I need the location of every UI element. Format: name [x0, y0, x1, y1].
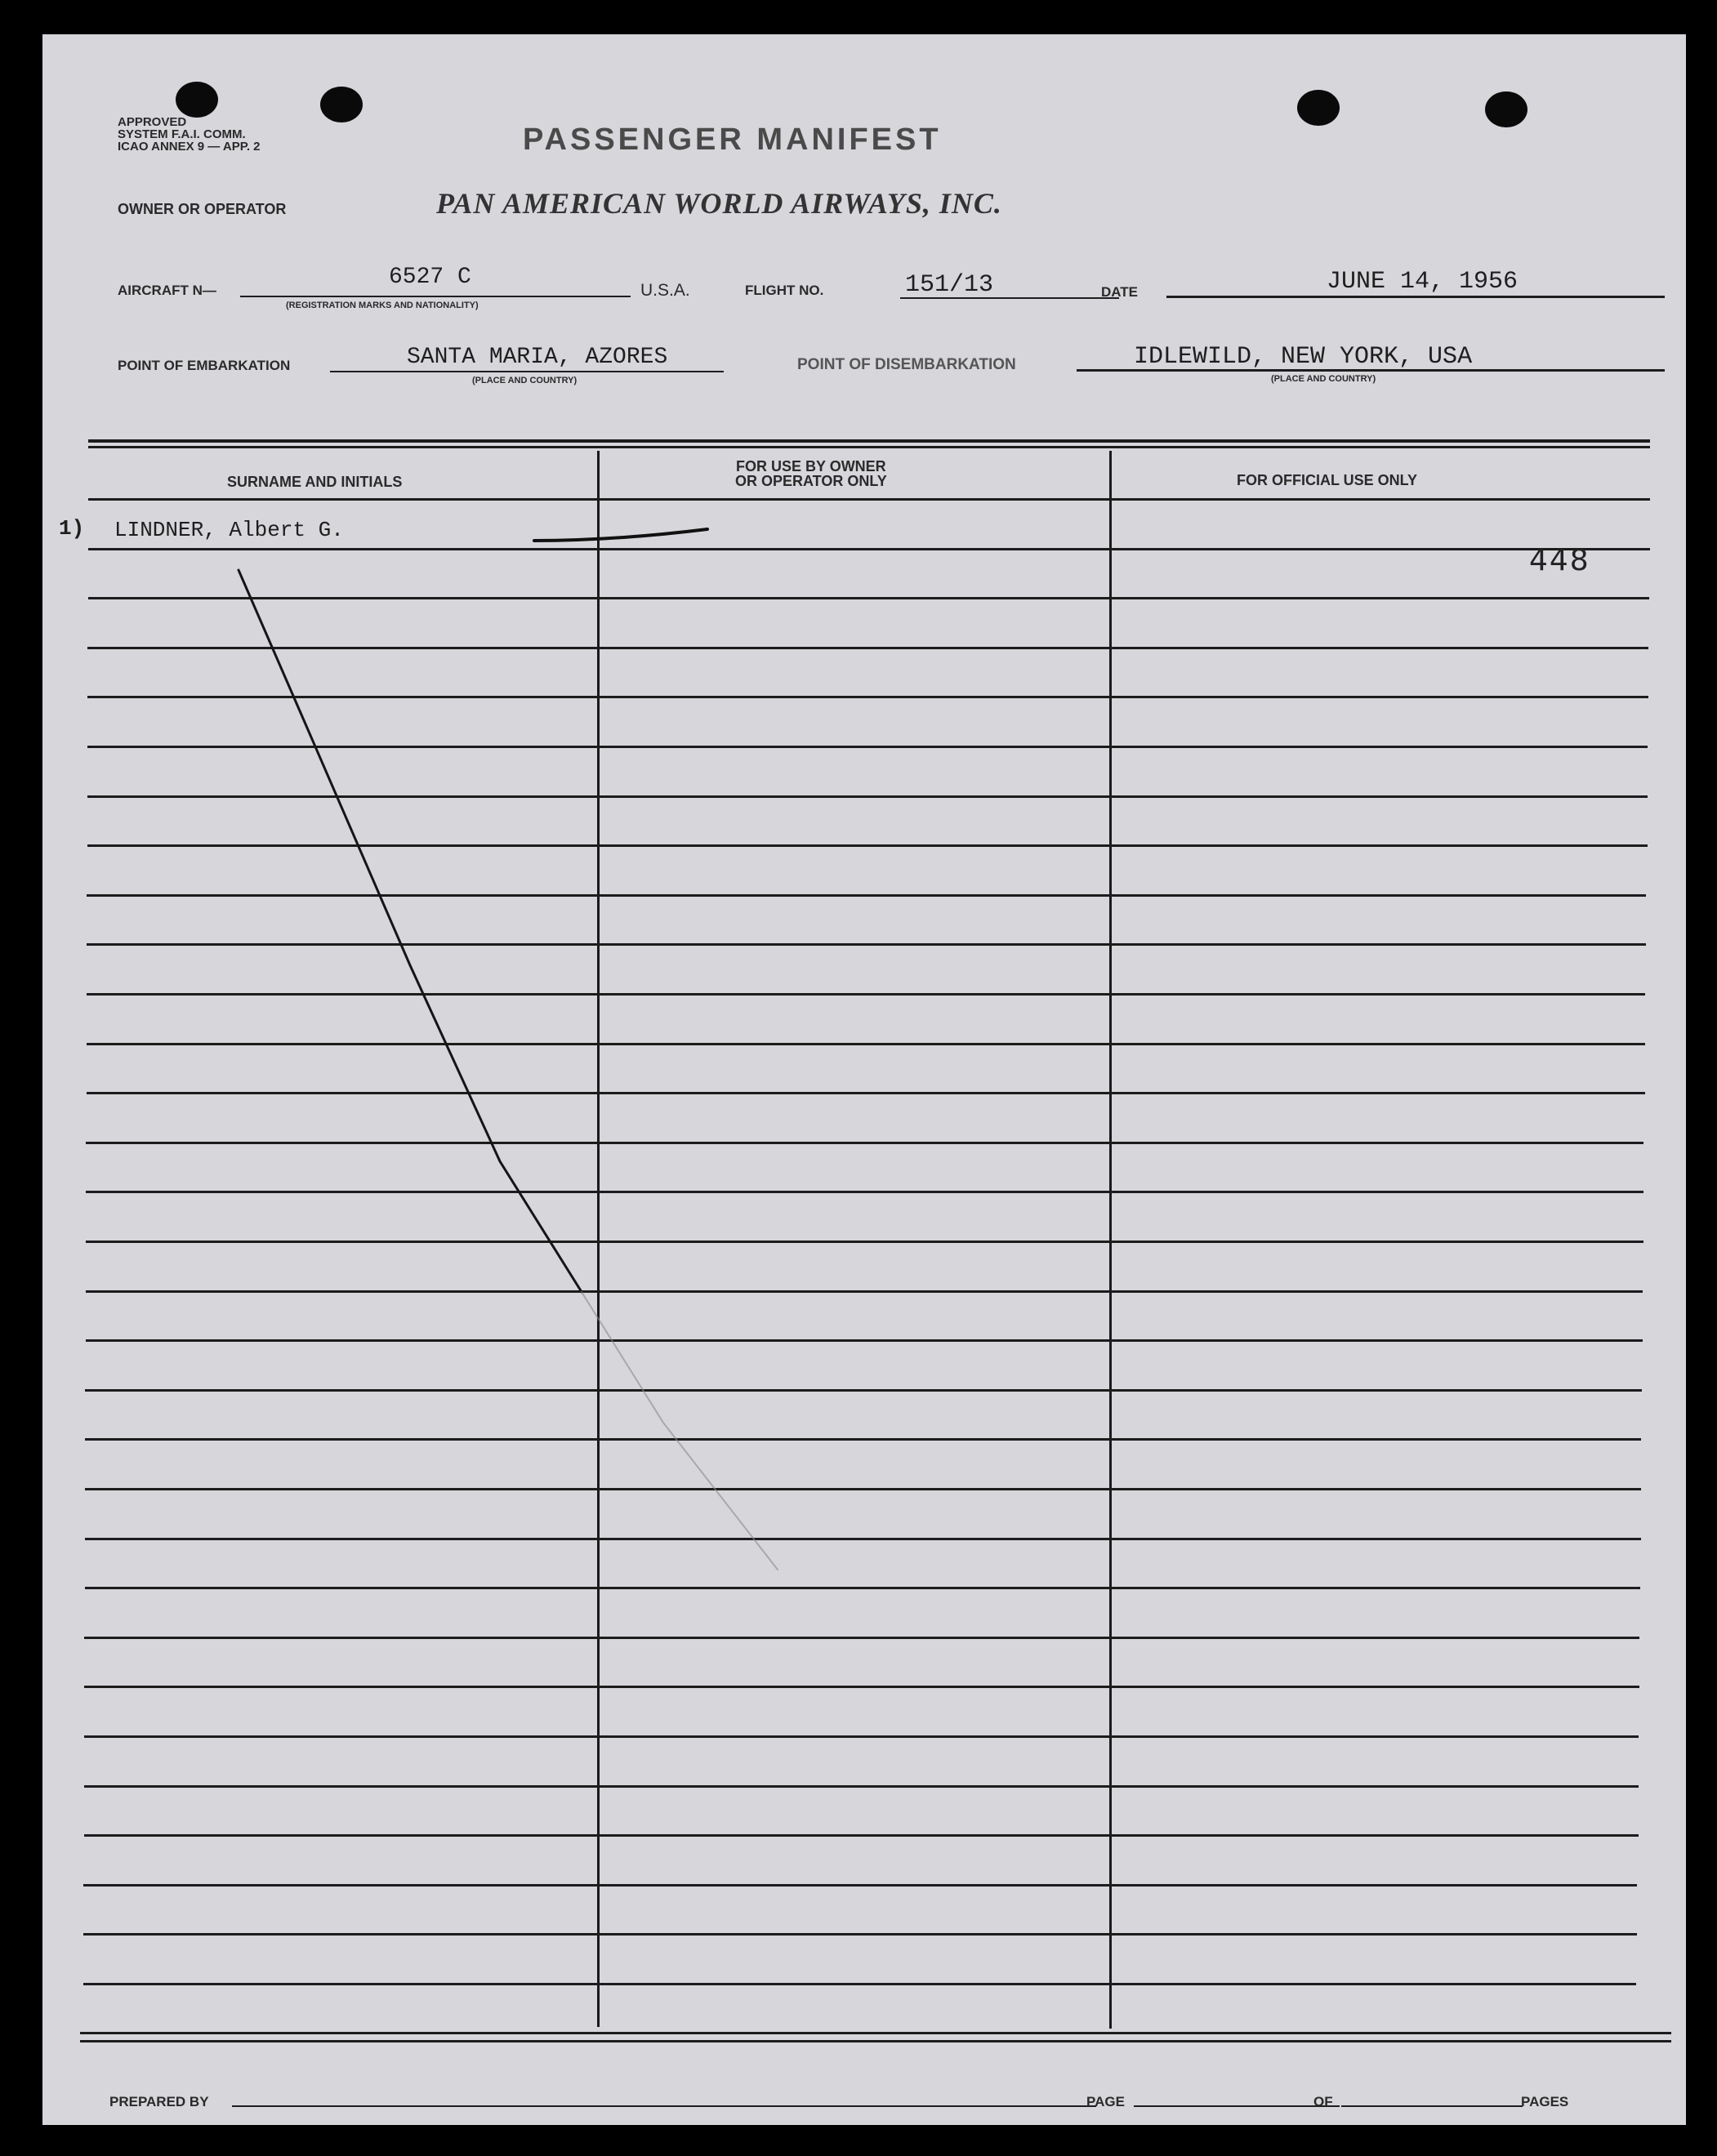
passenger-name: LINDNER, Albert G. — [114, 518, 344, 542]
date-label: DATE — [1101, 284, 1139, 300]
disembark-label: POINT OF DISEMBARKATION — [797, 356, 1016, 373]
official-handwritten-number: 448 — [1529, 544, 1590, 577]
pen-diagonal-stroke — [239, 570, 582, 1292]
embark-caption: (PLACE AND COUNTRY) — [472, 376, 578, 385]
col-owner-header-line: FOR USE BY OWNER — [736, 458, 886, 474]
owner-label: OWNER OR OPERATOR — [118, 201, 287, 217]
date-value: JUNE 14, 1956 — [1327, 268, 1519, 296]
flight-value: 151/13 — [905, 271, 994, 299]
airline-name: PAN AMERICAN WORLD AIRWAYS, INC. — [436, 187, 1002, 220]
pen-marks — [42, 34, 1686, 2125]
col-official-header: FOR OFFICIAL USE ONLY — [1237, 472, 1418, 488]
pen-dash-stroke — [534, 529, 707, 541]
page-label: PAGE — [1086, 2094, 1125, 2109]
aircraft-label: AIRCRAFT N— — [118, 283, 216, 298]
table-bottom-rule — [80, 2032, 1671, 2034]
col-owner-header-line: OR OPERATOR ONLY — [735, 473, 887, 489]
disembark-value: IDLEWILD, NEW YORK, USA — [1134, 343, 1473, 371]
embark-value: SANTA MARIA, AZORES — [407, 345, 668, 370]
page-title: PASSENGER MANIFEST — [523, 122, 942, 157]
flight-label: FLIGHT NO. — [745, 283, 824, 298]
page-line — [1134, 2105, 1340, 2107]
approval-line: SYSTEM F.A.I. COMM. — [118, 127, 246, 141]
registration-caption: (REGISTRATION MARKS AND NATIONALITY) — [286, 301, 479, 310]
of-label: OF — [1313, 2094, 1333, 2109]
prepared-by-label: PREPARED BY — [109, 2094, 209, 2109]
col-surname-header: SURNAME AND INITIALS — [227, 474, 403, 490]
approval-line: ICAO ANNEX 9 — APP. 2 — [118, 140, 261, 154]
of-line — [1341, 2105, 1523, 2107]
embark-label: POINT OF EMBARKATION — [118, 358, 291, 373]
prepared-by-line — [232, 2105, 1096, 2107]
passenger-number: 1) — [59, 516, 85, 541]
approval-line: APPROVED — [118, 115, 187, 129]
aircraft-value: 6527 C — [389, 265, 471, 290]
pages-label: PAGES — [1521, 2094, 1569, 2109]
disembark-caption: (PLACE AND COUNTRY) — [1271, 374, 1376, 384]
country-label: U.S.A. — [640, 281, 690, 300]
manifest-page — [42, 34, 1686, 2125]
pen-diagonal-fade — [582, 1292, 778, 1570]
table-bottom-rule — [80, 2040, 1671, 2042]
